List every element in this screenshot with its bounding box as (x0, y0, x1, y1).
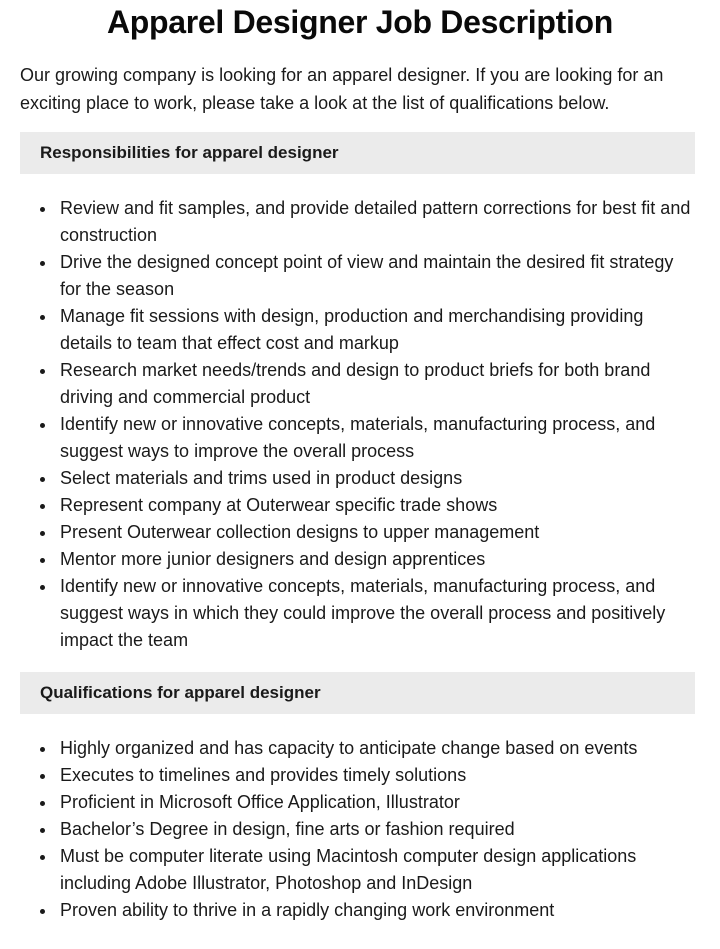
list-item (20, 519, 692, 546)
list-item-text: Identify new or innovative concepts, materials, manufacturing process, and suggest ways to improve the overall process (60, 414, 656, 461)
bullet-icon (40, 315, 45, 320)
list-item (20, 789, 692, 816)
bullet-icon (40, 207, 45, 212)
bullet-icon (40, 909, 45, 914)
bullet-icon (40, 585, 45, 590)
list-item-text: Mentor more junior designers and design apprentices (60, 549, 486, 569)
list-item-text: Must be computer literate using Macintosh computer design applications including Adobe Illustrator, Photoshop and InDesign (60, 846, 637, 893)
list-item (20, 411, 692, 465)
list-item-text: Identify new or innovative concepts, materials, manufacturing process, and suggest ways in which they could improve the overall process and positively impact the team (60, 576, 666, 650)
list-item (20, 249, 692, 303)
list-item-text: Drive the designed concept point of view and maintain the desired fit strategy for the season (60, 252, 674, 299)
list-item (20, 465, 692, 492)
list-item (20, 546, 692, 573)
bullet-icon (40, 855, 45, 860)
bullet-icon (40, 423, 45, 428)
bullet-icon (40, 504, 45, 509)
list-item (20, 303, 692, 357)
list-item-text: Present Outerwear collection designs to upper management (60, 522, 540, 542)
list-item (20, 735, 692, 762)
list-item-text: Select materials and trims used in product designs (60, 468, 463, 488)
bullet-icon (40, 261, 45, 266)
bullet-icon (40, 801, 45, 806)
list-item (20, 492, 692, 519)
list-item (20, 897, 692, 924)
qualifications-heading: Qualifications for apparel designer (20, 672, 695, 714)
responsibilities-heading: Responsibilities for apparel designer (20, 132, 695, 174)
bullet-icon (40, 558, 45, 563)
bullet-icon (40, 477, 45, 482)
list-item-text: Executes to timelines and provides timely solutions (60, 765, 467, 785)
bullet-icon (40, 828, 45, 833)
list-item-text: Proven ability to thrive in a rapidly changing work environment (60, 900, 555, 920)
list-item-text: Highly organized and has capacity to anticipate change based on events (60, 738, 638, 758)
list-item-text: Manage fit sessions with design, production and merchandising providing details to team that effect cost and markup (60, 306, 644, 353)
bullet-icon (40, 747, 45, 752)
list-item-text: Review and fit samples, and provide detailed pattern corrections for best fit and construction (60, 198, 691, 245)
list-item (20, 843, 692, 897)
list-item-text: Represent company at Outerwear specific trade shows (60, 495, 498, 515)
list-item (20, 762, 692, 789)
responsibilities-list (0, 174, 720, 654)
list-item (20, 573, 692, 654)
list-item (20, 816, 692, 843)
bullet-icon (40, 369, 45, 374)
list-item (20, 195, 692, 249)
page-title: Apparel Designer Job Description (106, 4, 614, 40)
list-item-text: Bachelor’s Degree in design, fine arts or fashion required (60, 819, 515, 839)
list-item-text: Proficient in Microsoft Office Application, Illustrator (60, 792, 460, 812)
bullet-icon (40, 531, 45, 536)
list-item-text: Research market needs/trends and design to product briefs for both brand driving and commercial product (60, 360, 651, 407)
intro-paragraph: Our growing company is looking for an apparel designer. If you are looking for an exciting place to work, please take a look at the list of qualifications below. (20, 65, 664, 113)
qualifications-list (0, 714, 720, 924)
list-item (20, 357, 692, 411)
bullet-icon (40, 774, 45, 779)
